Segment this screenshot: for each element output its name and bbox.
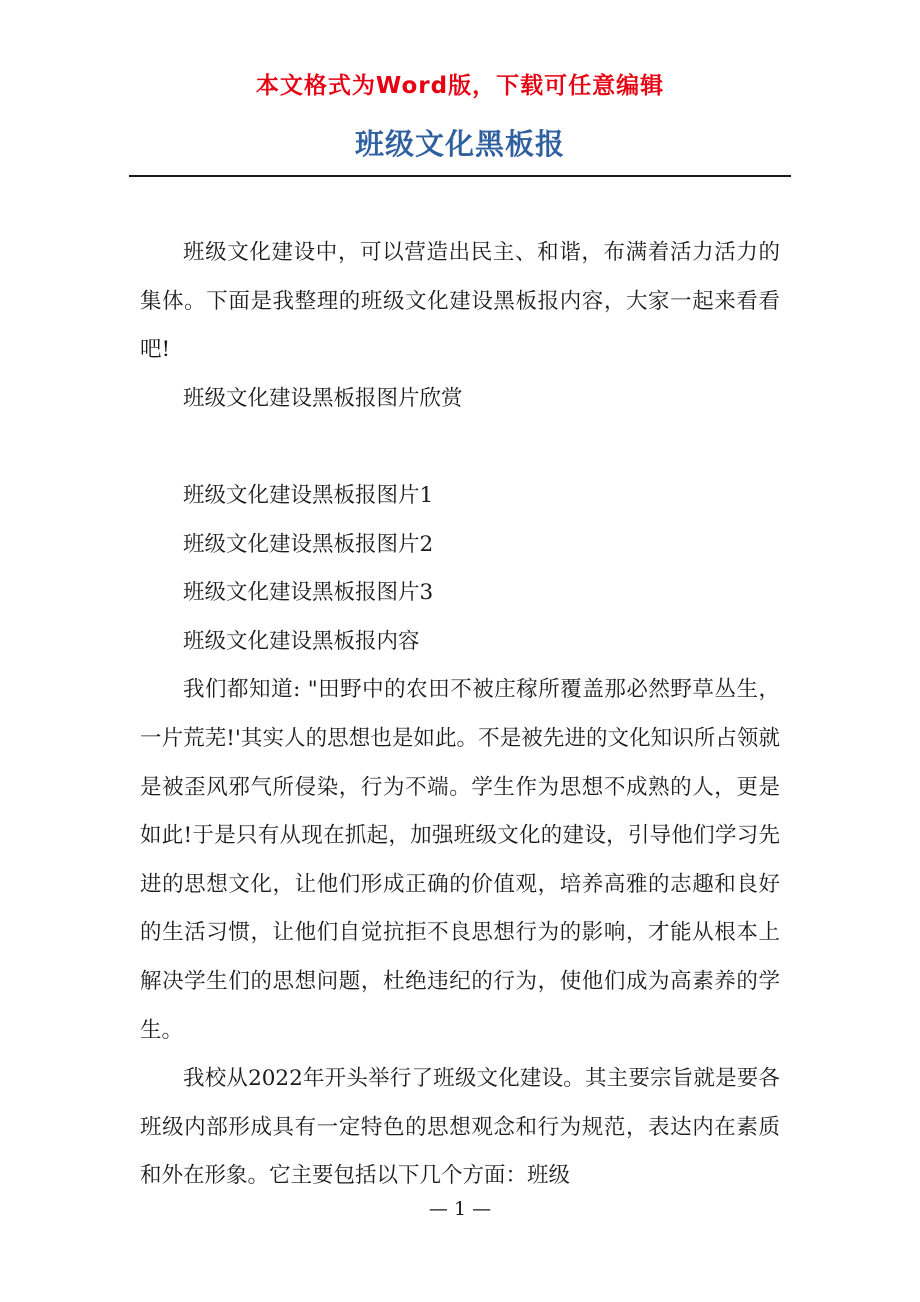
- document-body: [140, 229, 780, 1201]
- image-caption-2: 班级文化建设黑板报图片2: [183, 531, 434, 557]
- image-caption-3: 班级文化建设黑板报图片3: [183, 580, 434, 606]
- content-paragraph-1: 我们都知道: "田野中的农田不被庄稼所覆盖那必然野草丛生，一片荒芜!'其实人的思想也是如此。不是被先进的文化知识所占领就是被歪风邪气所侵染，行为不端。学生作为思想不成熟的人，更是如此!于是只有从现在抓起，加强班级文化的建设，引导他们学习先进的思想文化，让他们形成正确的价值观，培养高雅的志趣和良好的生活习惯，让他们自觉抗拒不良思想行为的影响，才能从根本上解决学生们的思想问题，杜绝违纪的行为，使他们成为高素养的学生。: [140, 677, 780, 1043]
- format-notice: 本文格式为Word版，下载可任意编辑: [255, 73, 665, 99]
- image-placeholder-gap: [140, 423, 780, 472]
- content-paragraph-2: 我校从2022年开头举行了班级文化建设。其主要宗旨就是要各班级内部形成具有一定特色的思想观念和行为规范，表达内在素质和外在形象。它主要包括以下几个方面：班级: [140, 1066, 780, 1189]
- intro-paragraph: 班级文化建设中，可以营造出民主、和谐，布满着活力活力的集体。下面是我整理的班级文化建设黑板报内容，大家一起来看看吧!: [140, 240, 780, 363]
- title-divider: [129, 175, 791, 177]
- document-title: 班级文化黑板报: [354, 127, 565, 161]
- page-number: — 1 —: [428, 1198, 492, 1220]
- section-heading-content: 班级文化建设黑板报内容: [183, 628, 420, 654]
- section-heading-gallery: 班级文化建设黑板报图片欣赏: [183, 385, 463, 411]
- image-caption-1: 班级文化建设黑板报图片1: [183, 482, 434, 508]
